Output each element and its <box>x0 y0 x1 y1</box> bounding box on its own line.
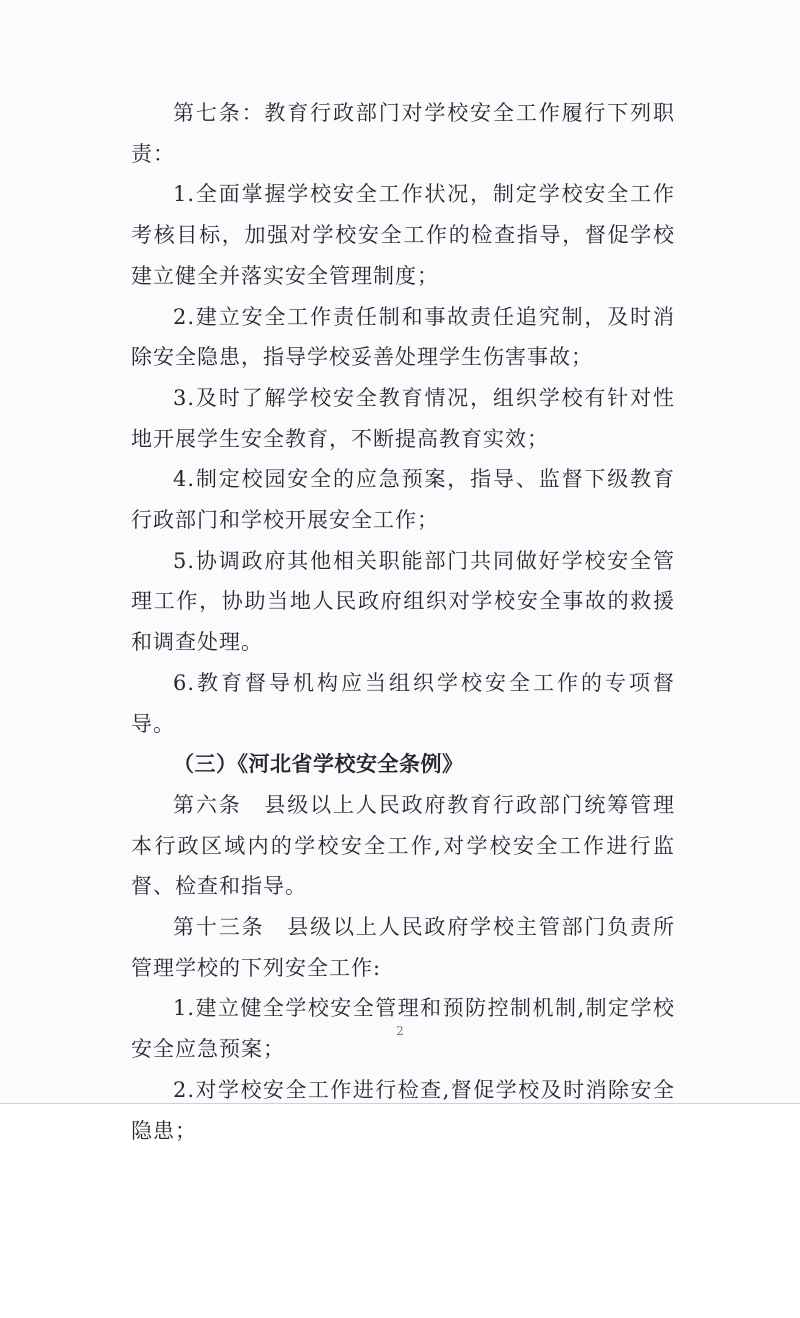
article-7-item-4: 4.制定校园安全的应急预案，指导、监督下级教育行政部门和学校开展安全工作； <box>131 467 675 533</box>
article-7-item-6: 6.教育督导机构应当组织学校安全工作的专项督导。 <box>131 670 675 736</box>
article-13-item-1: 1.建立健全学校安全管理和预防控制机制,制定学校安全应急预案； <box>131 996 675 1062</box>
article-7-item-1: 1.全面掌握学校安全工作状况，制定学校安全工作考核目标，加强对学校安全工作的检查指导，督促学校建立健全并落实安全管理制度； <box>131 182 675 288</box>
article-6: 第六条 县级以上人民政府教育行政部门统筹管理本行政区域内的学校安全工作,对学校安全工作进行监督、检查和指导。 <box>131 792 675 899</box>
article-13-item-2: 2.对学校安全工作进行检查,督促学校及时消除安全隐患； <box>131 1077 675 1143</box>
page-number: 2 <box>396 1024 404 1038</box>
document-body <box>131 93 675 1151</box>
article-7-item-2: 2.建立安全工作责任制和事故责任追究制，及时消除安全隐患，指导学校妥善处理学生伤害事故； <box>131 304 675 370</box>
section-heading-hebei-regulation: （三）《河北省学校安全条例》 <box>173 751 464 777</box>
article-13: 第十三条 县级以上人民政府学校主管部门负责所管理学校的下列安全工作: <box>131 915 675 980</box>
article-7-heading: 第七条：教育行政部门对学校安全工作履行下列职责： <box>131 101 675 166</box>
article-7-item-3: 3.及时了解学校安全教育情况，组织学校有针对性地开展学生安全教育，不断提高教育实效； <box>131 385 675 451</box>
article-7-item-5: 5.协调政府其他相关职能部门共同做好学校安全管理工作，协助当地人民政府组织对学校安全事故的救援和调查处理。 <box>131 548 675 655</box>
